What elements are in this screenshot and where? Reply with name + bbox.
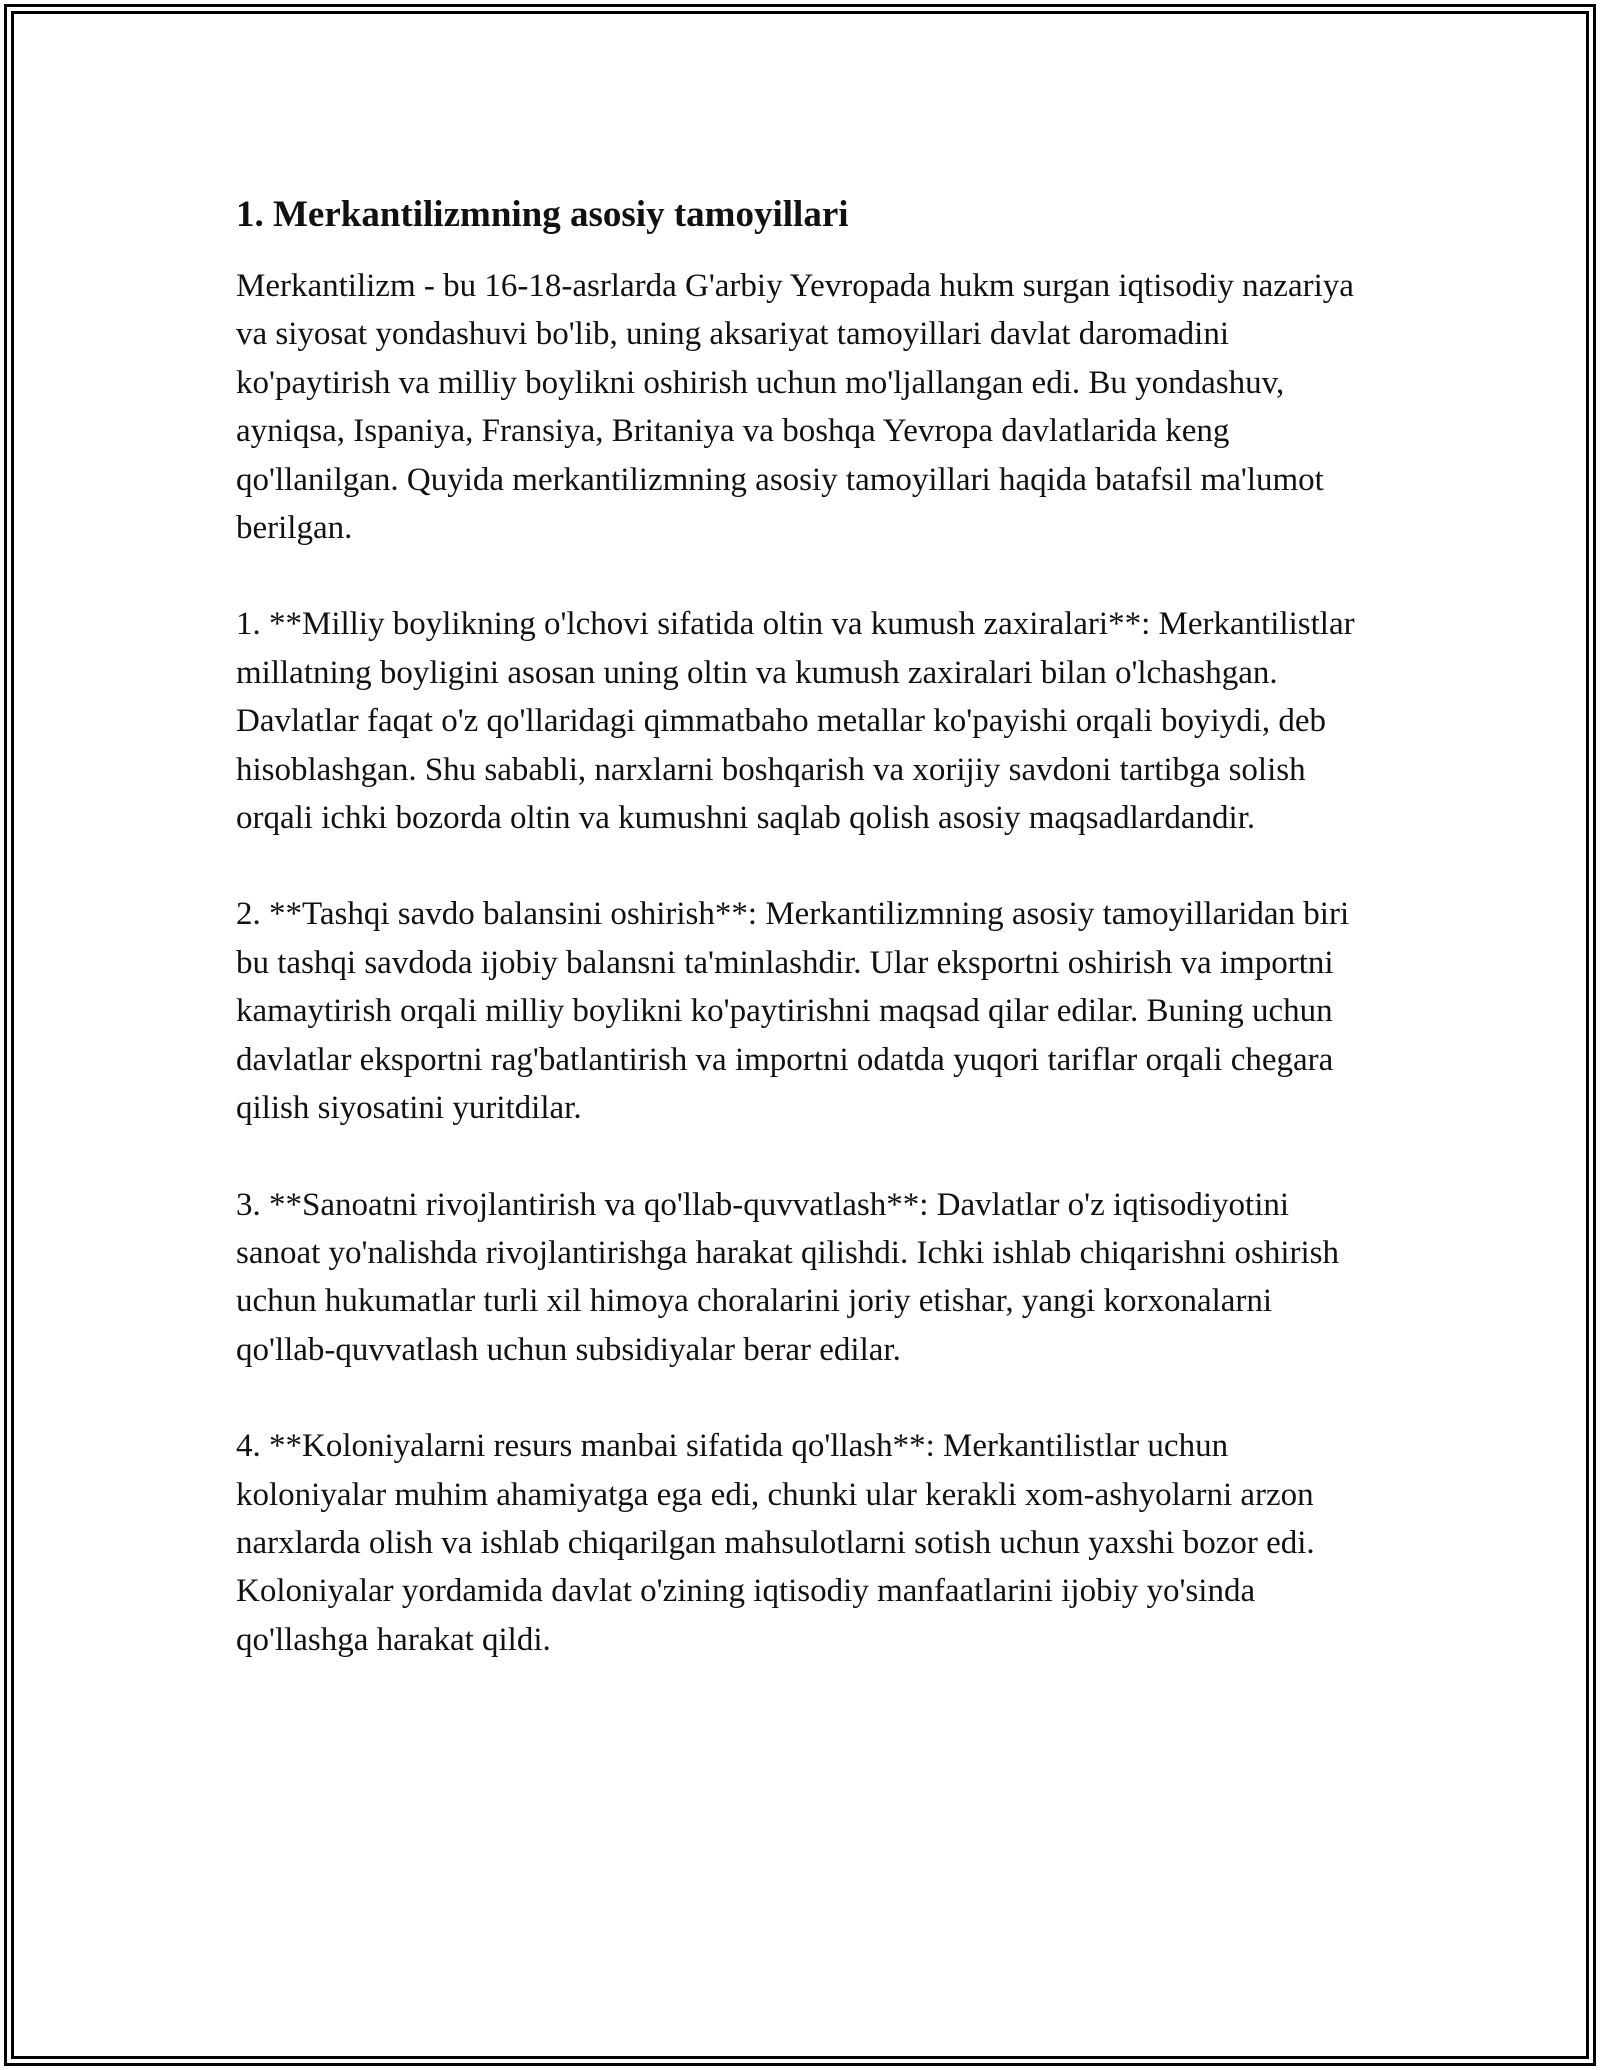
principle-paragraph-3: 3. **Sanoatni rivojlantirish va qo'llab-quvvatlash**: Davlatlar o'z iqtisodiyotini sanoat yo'nalishda rivojlantirishga harakat qilishdi. Ichki ishlab chiqarishni oshirish uchun hukumatlar turli xil himoya choralarini joriy etishar, yangi korxonalarni qo'llab-quvvatlash uchun subsidiyalar berar edilar.	[236, 1186, 1339, 1368]
document-title: 1. Merkantilizmning asosiy tamoyillari	[236, 194, 849, 235]
document-body	[236, 188, 1376, 1664]
principle-paragraph-1: 1. **Milliy boylikning o'lchovi sifatida oltin va kumush zaxiralari**: Merkantilistlar millatning boyligini asosan uning oltin va kumush zaxiralari bilan o'lchashgan. Davlatlar faqat o'z qo'llaridagi qimmatbaho metallar ko'payishi orqali boyiydi, deb hisoblashgan. Shu sababli, narxlarni boshqarish va xorijiy savdoni tartibga solish orqali ichki bozorda oltin va kumushni saqlab qolish asosiy maqsadlardandir.	[236, 606, 1355, 837]
intro-paragraph: Merkantilizm - bu 16-18-asrlarda G'arbiy Yevropada hukm surgan iqtisodiy nazariya va siyosat yondashuvi bo'lib, uning aksariyat tamoyillari davlat daromadini ko'paytirish va milliy boylikni oshirish uchun mo'ljallangan edi. Bu yondashuv, ayniqsa, Ispaniya, Fransiya, Britaniya va boshqa Yevropa davlatlarida keng qo'llanilgan. Quyida merkantilizmning asosiy tamoyillari haqida batafsil ma'lumot berilgan.	[236, 268, 1354, 547]
principle-paragraph-4: 4. **Koloniyalarni resurs manbai sifatida qo'llash**: Merkantilistlar uchun koloniyalar muhim ahamiyatga ega edi, chunki ular kerakli xom-ashyolarni arzon narxlarda olish va ishlab chiqarilgan mahsulotlarni sotish uchun yaxshi bozor edi. Koloniyalar yordamida davlat o'zining iqtisodiy manfaatlarini ijobiy yo'sinda qo'llashga harakat qildi.	[236, 1428, 1315, 1658]
principle-paragraph-2: 2. **Tashqi savdo balansini oshirish**: Merkantilizmning asosiy tamoyillaridan biri bu tashqi savdoda ijobiy balansni ta'minlashdir. Ular eksportni oshirish va importni kamaytirish orqali milliy boylikni ko'paytirishni maqsad qilar edilar. Buning uchun davlatlar eksportni rag'batlantirish va importni odatda yuqori tariflar orqali chegara qilish siyosatini yuritdilar.	[236, 896, 1350, 1127]
